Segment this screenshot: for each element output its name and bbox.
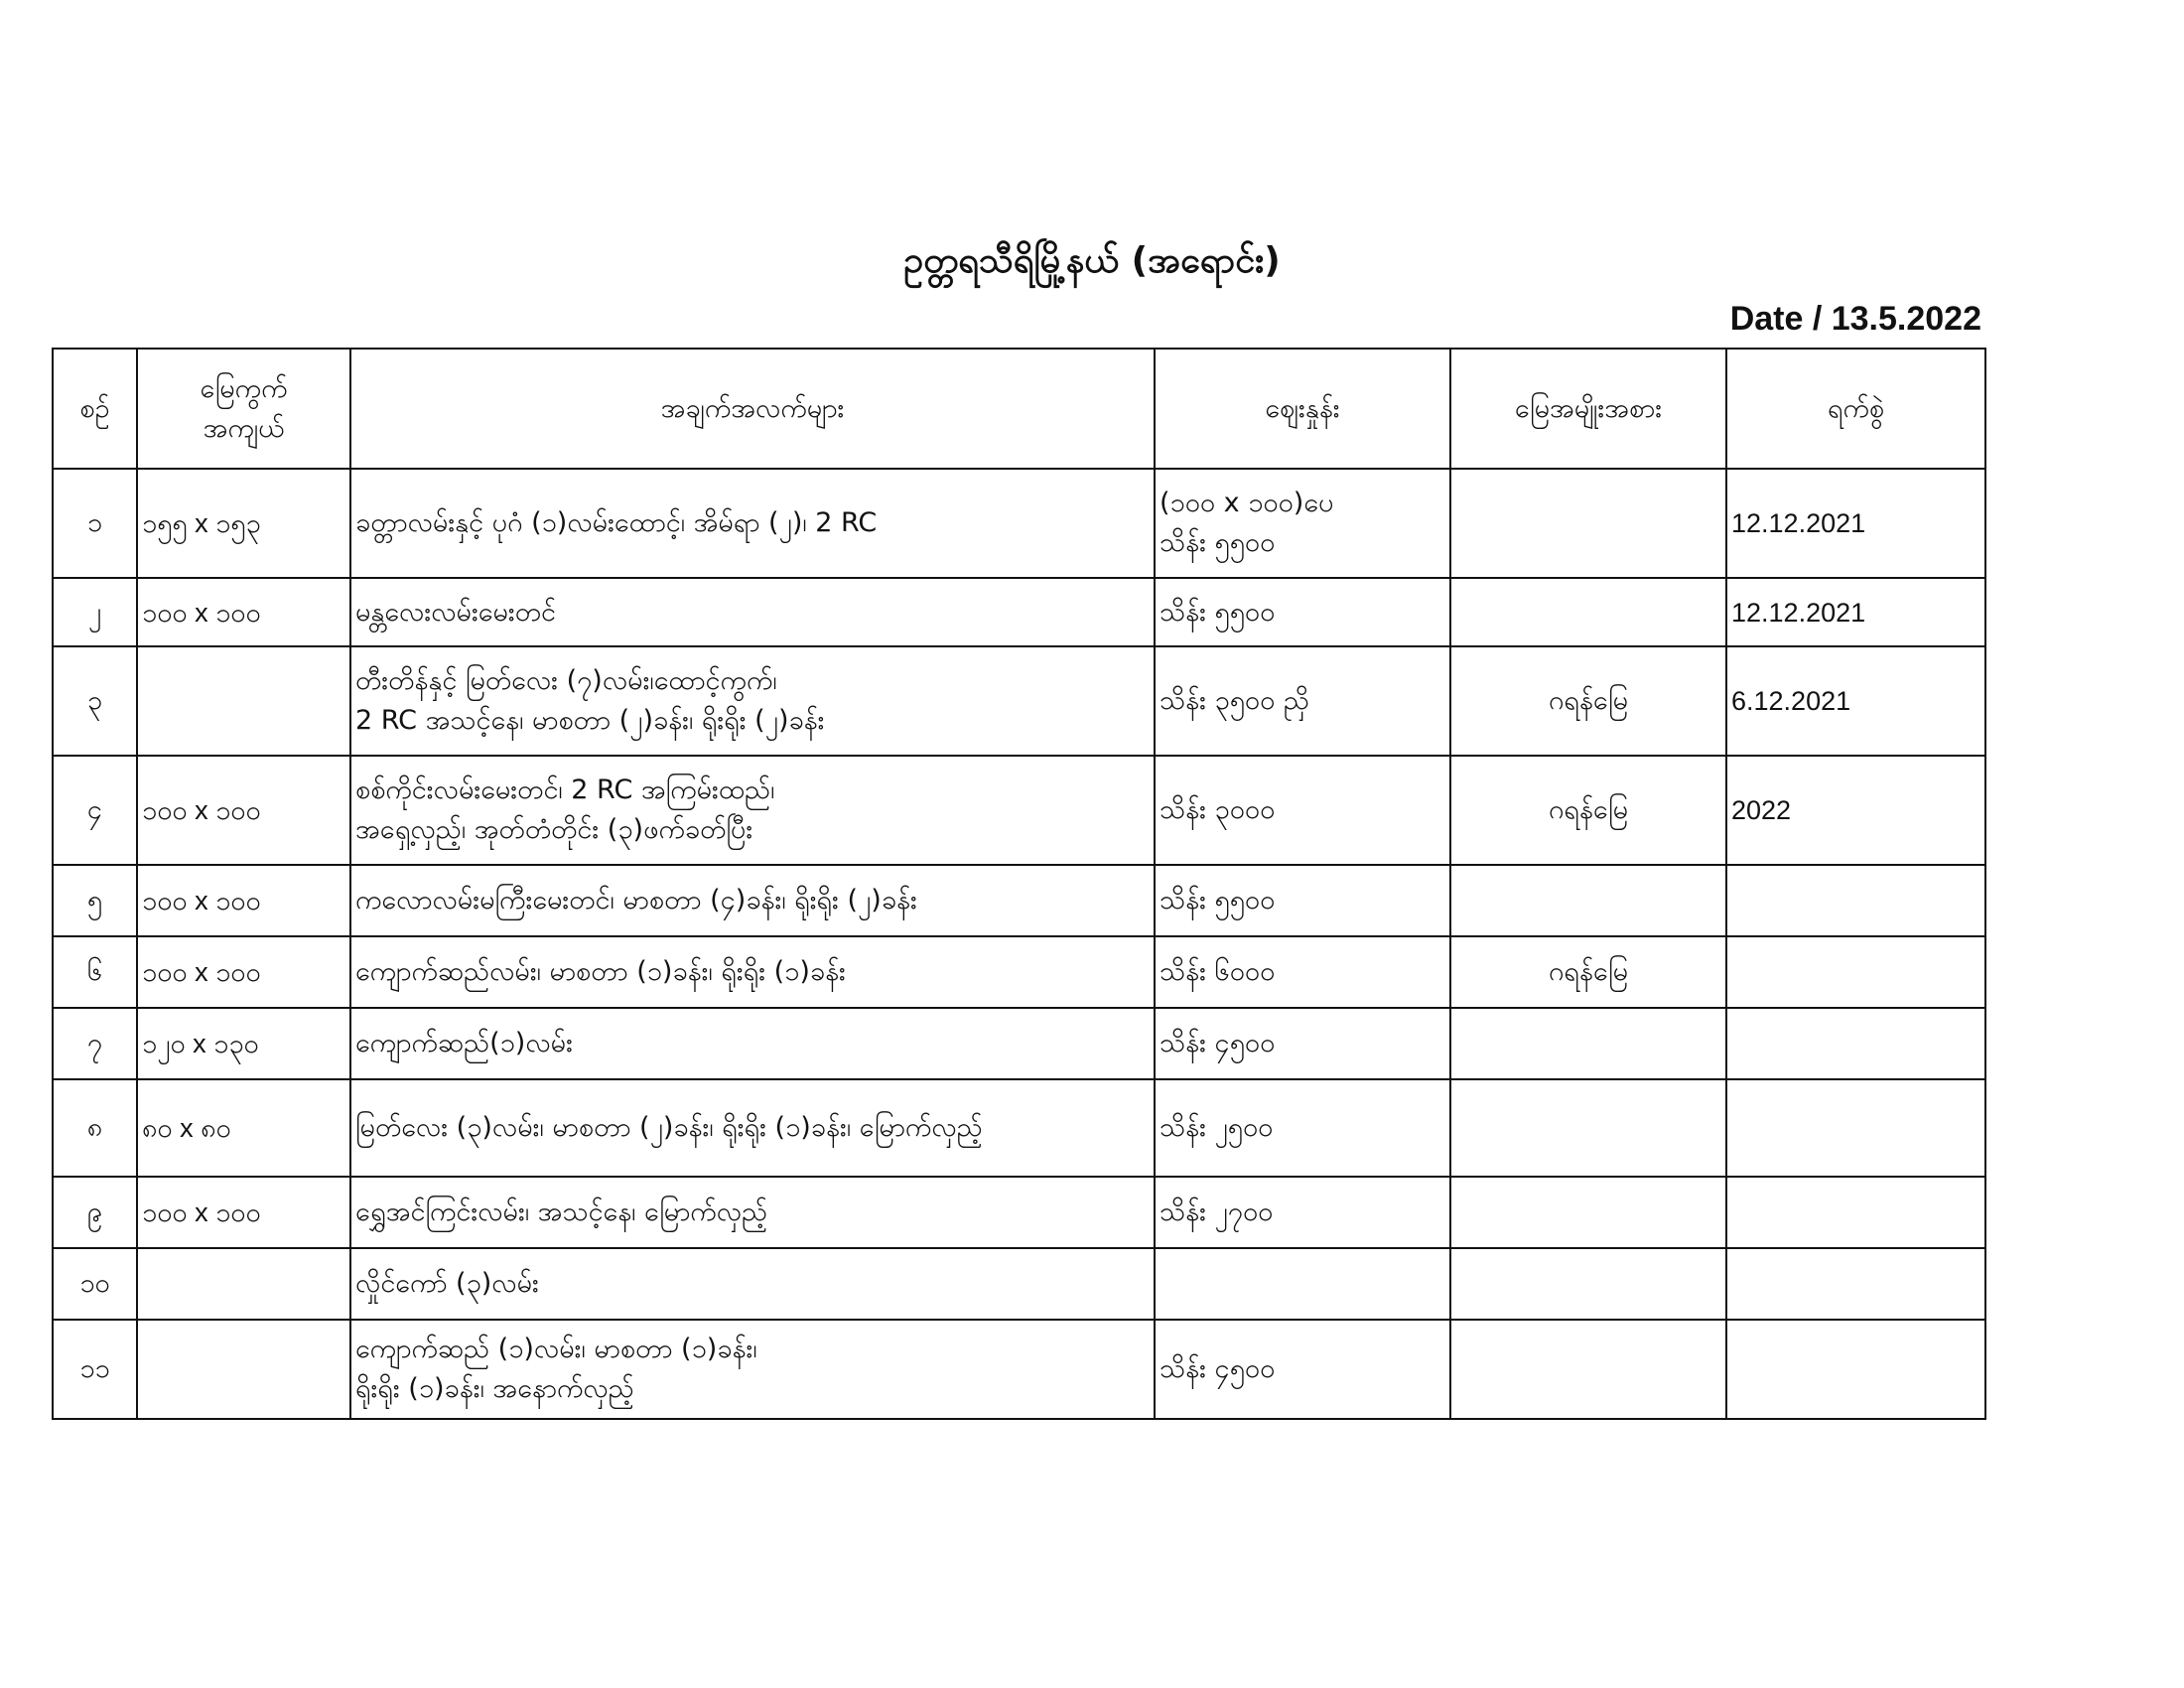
cell-price-line: သိန်း ၅၅၀၀: [1160, 596, 1276, 628]
table-row: [53, 865, 1985, 936]
table-row: [53, 1079, 1985, 1177]
cell-date: [1726, 1320, 1985, 1419]
document-date: Date / 13.5.2022: [1729, 300, 1981, 338]
cell-details-line: ကလောလမ်းမကြီးမေးတင်၊ မာစတာ (၄)ခန်း၊ ရိုးရိုး (၂)ခန်း: [355, 885, 917, 915]
cell-price: [1155, 1177, 1450, 1248]
cell-size: ၁၀၀ x ၁၀၀: [137, 1177, 350, 1248]
cell-date: [1726, 1079, 1985, 1177]
cell-size: [137, 1320, 350, 1419]
header-size: [137, 349, 350, 469]
table-row: [53, 1177, 1985, 1248]
cell-price: [1155, 1079, 1450, 1177]
cell-size: ၁၀၀ x ၁၀၀: [137, 936, 350, 1008]
cell-details: [350, 1008, 1155, 1079]
cell-details: [350, 646, 1155, 756]
cell-no: ၃: [53, 646, 137, 756]
cell-details: [350, 865, 1155, 936]
header-price: ဈေးနှုန်း: [1155, 349, 1450, 469]
cell-land-type: [1450, 1320, 1726, 1419]
cell-price-line: သိန်း ၅၅၀၀: [1160, 885, 1276, 915]
table-row: [53, 469, 1985, 578]
cell-details-line: အရှေ့လှည့်၊ အုတ်တံတိုင်း (၃)ဖက်ခတ်ပြီး: [355, 814, 753, 845]
cell-details: [350, 1248, 1155, 1320]
cell-size: ၁၅၅ x ၁၅၃: [137, 469, 350, 578]
cell-details: [350, 1079, 1155, 1177]
cell-size: ၁၀၀ x ၁၀၀: [137, 756, 350, 865]
cell-size: [137, 646, 350, 756]
cell-date: [1726, 1177, 1985, 1248]
cell-price-line: သိန်း ၅၅၀၀: [1160, 527, 1276, 558]
cell-details-line: ရိုးရိုး (၁)ခန်း၊ အနောက်လှည့်: [355, 1373, 634, 1404]
cell-no: ၈: [53, 1079, 137, 1177]
cell-no: ၄: [53, 756, 137, 865]
cell-land-type: [1450, 865, 1726, 936]
header-date: ရက်စွဲ: [1726, 349, 1985, 469]
header-details: အချက်အလက်များ: [350, 349, 1155, 469]
cell-no: ၁၀: [53, 1248, 137, 1320]
table-row: [53, 1248, 1985, 1320]
cell-size: ၁၀၀ x ၁၀၀: [137, 578, 350, 646]
cell-land-type: [1450, 1248, 1726, 1320]
cell-land-type: [1450, 1008, 1726, 1079]
cell-details-line: ကျောက်ဆည်(၁)လမ်း: [355, 1028, 573, 1058]
cell-details-line: စစ်ကိုင်းလမ်းမေးတင်၊ 2 RC အကြမ်းထည်၊: [355, 774, 775, 805]
table-row: [53, 646, 1985, 756]
cell-size: ၈၀ x ၈၀: [137, 1079, 350, 1177]
cell-details: [350, 756, 1155, 865]
table-body: [53, 469, 1985, 1419]
cell-no: ၁: [53, 469, 137, 578]
cell-details: [350, 578, 1155, 646]
cell-date: [1726, 865, 1985, 936]
cell-date: 2022: [1726, 756, 1985, 865]
cell-details-line: ကျောက်ဆည်လမ်း၊ မာစတာ (၁)ခန်း၊ ရိုးရိုး (၁)ခန်း: [355, 956, 846, 987]
cell-details-line: လှိုင်ကော် (၃)လမ်း: [355, 1268, 539, 1299]
cell-land-type: ဂရန်မြေ: [1450, 936, 1726, 1008]
cell-price-line: သိန်း ၂၇၀၀: [1160, 1196, 1274, 1227]
cell-price: [1155, 756, 1450, 865]
cell-no: ၆: [53, 936, 137, 1008]
cell-price: [1155, 469, 1450, 578]
table-row: [53, 756, 1985, 865]
cell-details: [350, 1177, 1155, 1248]
cell-price: [1155, 1248, 1450, 1320]
cell-price: [1155, 1008, 1450, 1079]
cell-details-line: ကျောက်ဆည် (၁)လမ်း၊ မာစတာ (၁)ခန်း၊: [355, 1334, 757, 1364]
cell-price: [1155, 1320, 1450, 1419]
cell-details-line: မြတ်လေး (၃)လမ်း၊ မာစတာ (၂)ခန်း၊ ရိုးရိုး (၁)ခန်း၊ မြောက်လှည့်: [355, 1112, 983, 1143]
header-land-type: မြေအမျိုးအစား: [1450, 349, 1726, 469]
cell-price-line: သိန်း ၆၀၀၀: [1160, 956, 1276, 987]
cell-details: [350, 1320, 1155, 1419]
cell-price: [1155, 865, 1450, 936]
cell-no: ၅: [53, 865, 137, 936]
cell-details-line: တီးတိန်နှင့် မြတ်လေး (၇)လမ်း၊ထောင့်ကွက်၊: [355, 665, 777, 696]
cell-details: [350, 936, 1155, 1008]
cell-date: 6.12.2021: [1726, 646, 1985, 756]
cell-size: ၁၂၀ x ၁၃၀: [137, 1008, 350, 1079]
cell-land-type: [1450, 469, 1726, 578]
cell-price-line: သိန်း ၄၅၀၀: [1160, 1028, 1276, 1058]
table-header-row: [53, 349, 1985, 469]
table-row: [53, 1320, 1985, 1419]
cell-price-line: သိန်း ၂၅၀၀: [1160, 1112, 1274, 1143]
cell-price: [1155, 646, 1450, 756]
header-no: စဉ်: [53, 349, 137, 469]
cell-size: ၁၀၀ x ၁၀၀: [137, 865, 350, 936]
document-title: ဥတ္တရသီရိမြို့နယ် (အရောင်း): [903, 240, 1281, 281]
cell-land-type: ဂရန်မြေ: [1450, 646, 1726, 756]
cell-size: [137, 1248, 350, 1320]
cell-no: ၁၁: [53, 1320, 137, 1419]
cell-details-line: ခတ္တာလမ်းနှင့် ပုဂံ (၁)လမ်းထောင့်၊ အိမ်ရာ (၂)၊ 2 RC: [355, 507, 878, 538]
cell-date: [1726, 1008, 1985, 1079]
cell-price-line: သိန်း ၃၀၀၀: [1160, 794, 1276, 825]
cell-date: [1726, 936, 1985, 1008]
table-row: [53, 1008, 1985, 1079]
cell-land-type: ဂရန်မြေ: [1450, 756, 1726, 865]
table-row: [53, 578, 1985, 646]
header-size-line1: မြေကွက်: [200, 372, 288, 404]
header-size-line2: အကျယ်: [203, 412, 285, 444]
cell-price-line: သိန်း ၄၅၀၀: [1160, 1353, 1276, 1384]
cell-date: 12.12.2021: [1726, 578, 1985, 646]
cell-price: [1155, 936, 1450, 1008]
cell-price-line: သိန်း ၃၅၀၀ ညှိ: [1160, 685, 1309, 716]
cell-land-type: [1450, 1079, 1726, 1177]
cell-no: ၉: [53, 1177, 137, 1248]
cell-no: ၂: [53, 578, 137, 646]
cell-land-type: [1450, 1177, 1726, 1248]
cell-price-line: (၁၀၀ x ၁၀၀)ပေ: [1160, 488, 1334, 518]
land-listing-table: [52, 348, 1986, 1420]
cell-details: [350, 469, 1155, 578]
cell-details-line: 2 RC အသင့်နေ၊ မာစတာ (၂)ခန်း၊ ရိုးရိုး (၂)ခန်း: [355, 705, 825, 736]
cell-details-line: မန္တလေးလမ်းမေးတင်: [355, 596, 556, 628]
cell-date: 12.12.2021: [1726, 469, 1985, 578]
cell-no: ၇: [53, 1008, 137, 1079]
cell-details-line: ရွှေအင်ကြင်းလမ်း၊ အသင့်နေ၊ မြောက်လှည့်: [355, 1196, 768, 1227]
table-row: [53, 936, 1985, 1008]
cell-price: [1155, 578, 1450, 646]
cell-date: [1726, 1248, 1985, 1320]
cell-land-type: [1450, 578, 1726, 646]
